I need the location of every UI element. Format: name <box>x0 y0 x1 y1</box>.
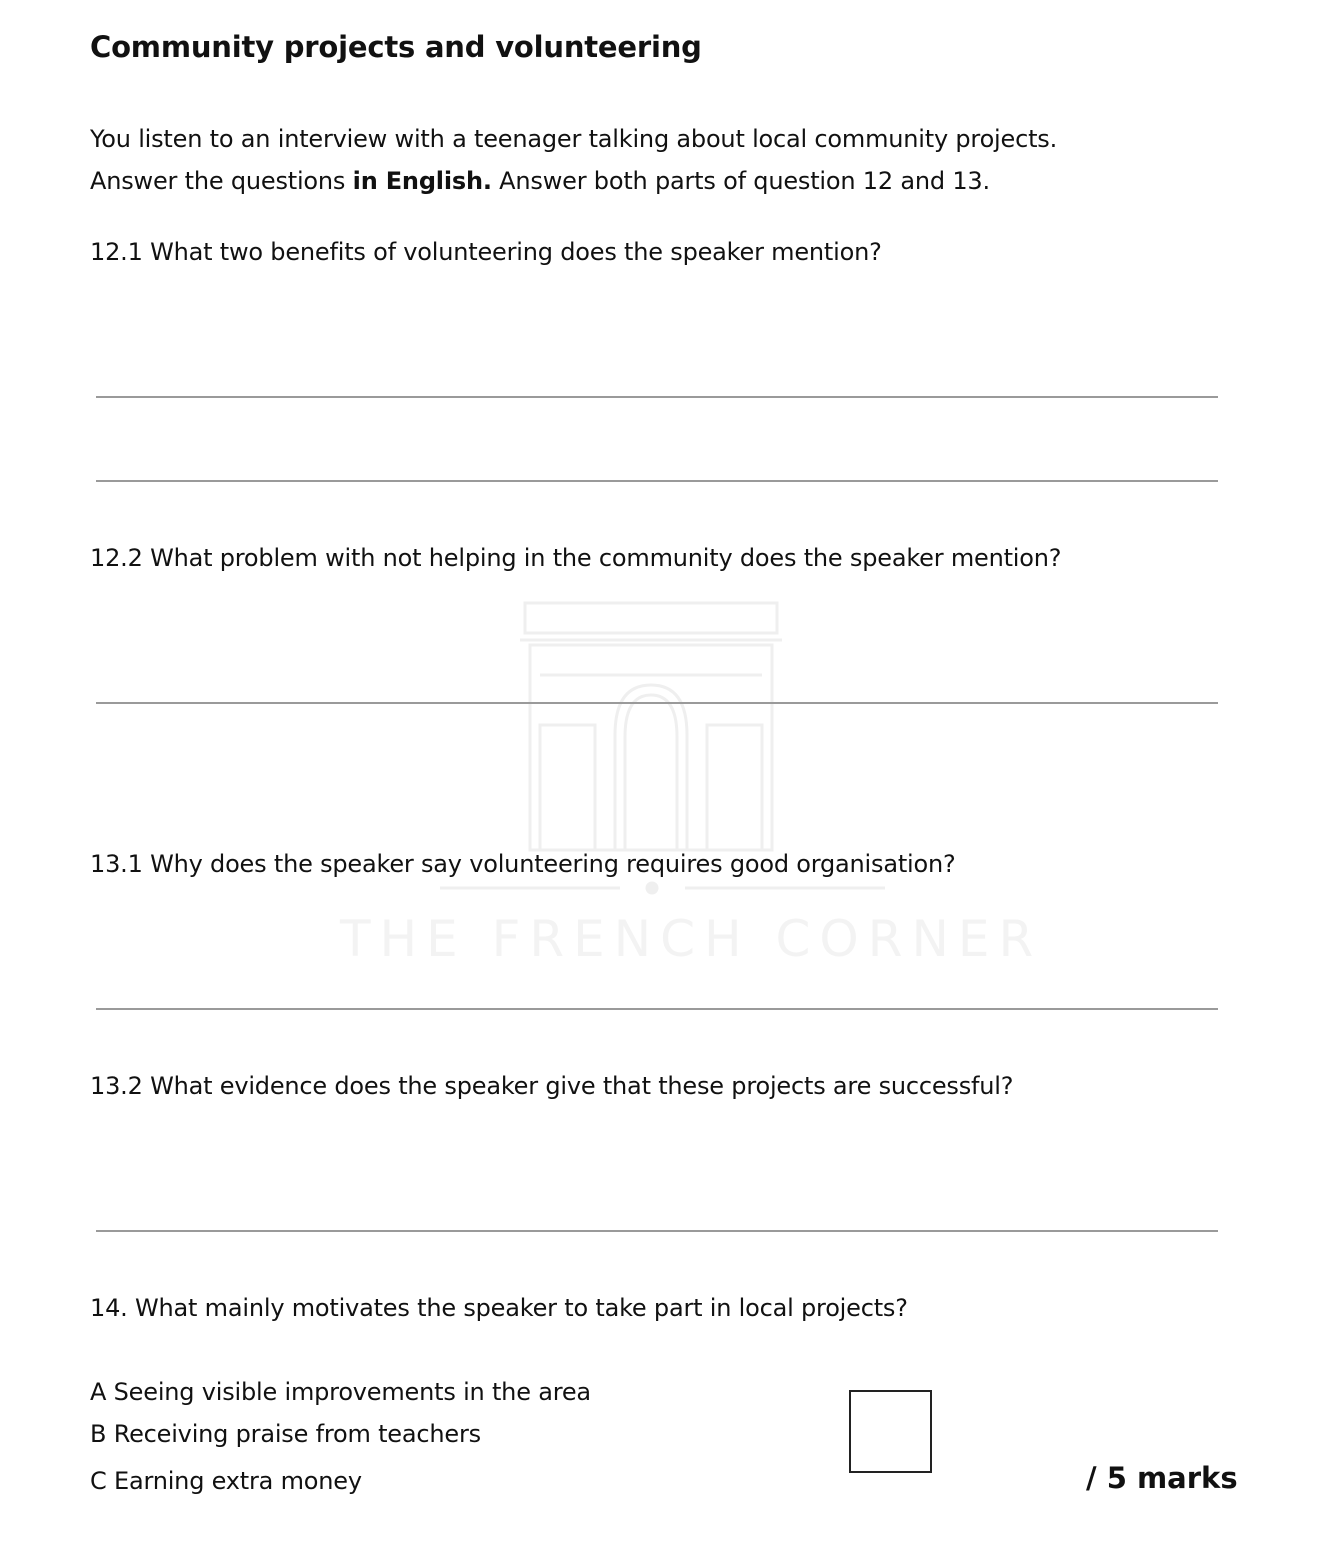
marks-total: / 5 marks <box>1086 1461 1238 1495</box>
answer-line-12-1-a[interactable] <box>96 396 1218 398</box>
page-title: Community projects and volunteering <box>90 30 702 64</box>
question-14: 14. What mainly motivates the speaker to take part in local projects? <box>90 1294 908 1322</box>
question-12-1: 12.1 What two benefits of volunteering does the speaker mention? <box>90 238 882 266</box>
question-13-2: 13.2 What evidence does the speaker give that these projects are successful? <box>90 1072 1014 1100</box>
intro-line-2 <box>90 167 990 195</box>
intro-line-2-end: Answer both parts of question 12 and 13. <box>491 167 990 195</box>
answer-line-13-2[interactable] <box>96 1230 1218 1232</box>
watermark-text: THE FRENCH CORNER <box>340 910 1043 968</box>
option-b: B Receiving praise from teachers <box>90 1420 481 1448</box>
answer-line-12-2[interactable] <box>96 702 1218 704</box>
intro-line-1: You listen to an interview with a teenager talking about local community projects. <box>90 125 1058 153</box>
answer-line-13-1[interactable] <box>96 1008 1218 1010</box>
intro-line-2-bold: in English. <box>352 167 492 195</box>
question-12-2: 12.2 What problem with not helping in the community does the speaker mention? <box>90 544 1062 572</box>
option-c: C Earning extra money <box>90 1467 362 1495</box>
answer-line-12-1-b[interactable] <box>96 480 1218 482</box>
question-13-1: 13.1 Why does the speaker say volunteering requires good organisation? <box>90 850 956 878</box>
intro-line-2-start: Answer the questions <box>90 167 353 195</box>
option-a: A Seeing visible improvements in the area <box>90 1378 591 1406</box>
answer-box-14[interactable] <box>849 1390 932 1473</box>
